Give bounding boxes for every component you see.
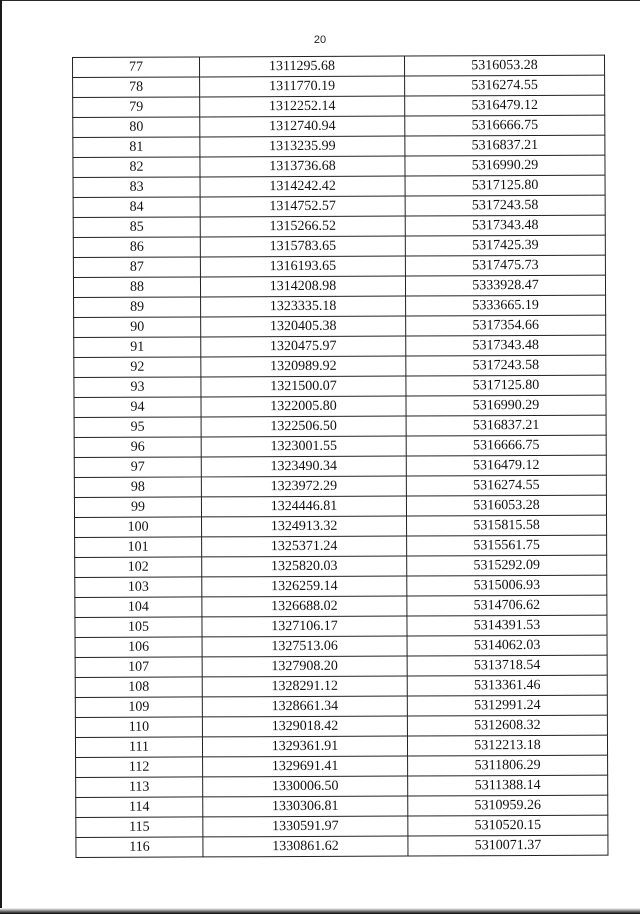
- y-coordinate-cell: 5312991.24: [407, 695, 607, 716]
- table-row: [76, 835, 608, 857]
- y-coordinate-cell: 5312608.32: [407, 715, 607, 736]
- point-number-cell: 92: [74, 357, 201, 378]
- x-coordinate-cell: 1327908.20: [202, 656, 407, 677]
- x-coordinate-cell: 1324446.81: [201, 496, 406, 517]
- x-coordinate-cell: 1329018.42: [202, 716, 407, 737]
- point-number-cell: 94: [74, 397, 201, 418]
- table-row: [73, 115, 605, 137]
- table-row: [74, 455, 606, 477]
- table-row: [73, 215, 605, 237]
- x-coordinate-cell: 1330006.50: [203, 776, 408, 797]
- y-coordinate-cell: 5310520.15: [408, 815, 608, 836]
- point-number-cell: 97: [74, 457, 201, 478]
- table-row: [74, 295, 606, 317]
- scan-edge-bottom: [0, 908, 640, 914]
- point-number-cell: 91: [74, 337, 201, 358]
- table-row: [76, 755, 608, 777]
- table-row: [73, 75, 605, 97]
- x-coordinate-cell: 1329691.41: [203, 756, 408, 777]
- x-coordinate-cell: 1328661.34: [202, 696, 407, 717]
- x-coordinate-cell: 1321500.07: [201, 376, 406, 397]
- table-row: [75, 735, 607, 757]
- y-coordinate-cell: 5317343.48: [405, 215, 605, 236]
- x-coordinate-cell: 1325371.24: [202, 536, 407, 557]
- y-coordinate-cell: 5316274.55: [406, 475, 606, 496]
- scan-edge-left: [0, 0, 2, 914]
- y-coordinate-cell: 5312213.18: [407, 735, 607, 756]
- table-row: [74, 495, 606, 517]
- table-row: [74, 335, 606, 357]
- table-row: [75, 595, 607, 617]
- point-number-cell: 110: [75, 717, 202, 738]
- x-coordinate-cell: 1313235.99: [200, 136, 405, 157]
- x-coordinate-cell: 1323972.29: [201, 476, 406, 497]
- table-row: [74, 375, 606, 397]
- table-row: [74, 355, 606, 377]
- y-coordinate-cell: 5317125.80: [405, 175, 605, 196]
- point-number-cell: 99: [74, 497, 201, 518]
- table-row: [75, 615, 607, 637]
- table-row: [73, 135, 605, 157]
- table-row: [75, 695, 607, 717]
- x-coordinate-cell: 1323490.34: [201, 456, 406, 477]
- point-number-cell: 82: [73, 157, 200, 178]
- point-number-cell: 106: [75, 637, 202, 658]
- x-coordinate-cell: 1314752.57: [200, 196, 405, 217]
- y-coordinate-cell: 5317243.58: [405, 195, 605, 216]
- x-coordinate-cell: 1324913.32: [202, 516, 407, 537]
- table-row: [73, 255, 605, 277]
- y-coordinate-cell: 5316990.29: [406, 395, 606, 416]
- y-coordinate-cell: 5314706.62: [407, 595, 607, 616]
- table-row: [73, 175, 605, 197]
- point-number-cell: 88: [73, 277, 200, 298]
- coordinates-table: [72, 55, 608, 858]
- point-number-cell: 105: [75, 617, 202, 638]
- table-row: [75, 715, 607, 737]
- y-coordinate-cell: 5315292.09: [407, 555, 607, 576]
- table-row: [76, 815, 608, 837]
- y-coordinate-cell: 5310071.37: [408, 835, 608, 856]
- y-coordinate-cell: 5317125.80: [406, 375, 606, 396]
- y-coordinate-cell: 5317425.39: [405, 235, 605, 256]
- table-row: [75, 635, 607, 657]
- point-number-cell: 114: [76, 797, 203, 818]
- table-row: [76, 795, 608, 817]
- point-number-cell: 85: [73, 217, 200, 238]
- point-number-cell: 109: [75, 697, 202, 718]
- x-coordinate-cell: 1313736.68: [200, 156, 405, 177]
- point-number-cell: 107: [75, 657, 202, 678]
- table-row: [75, 535, 607, 557]
- y-coordinate-cell: 5317475.73: [405, 255, 605, 276]
- point-number-cell: 83: [73, 177, 200, 198]
- x-coordinate-cell: 1330591.97: [203, 816, 408, 837]
- x-coordinate-cell: 1329361.91: [202, 736, 407, 757]
- x-coordinate-cell: 1327513.06: [202, 636, 407, 657]
- point-number-cell: 86: [73, 237, 200, 258]
- table-row: [75, 575, 607, 597]
- table-row: [74, 435, 606, 457]
- point-number-cell: 101: [75, 537, 202, 558]
- y-coordinate-cell: 5315561.75: [407, 535, 607, 556]
- y-coordinate-cell: 5333928.47: [405, 275, 605, 296]
- table-row: [73, 55, 605, 77]
- y-coordinate-cell: 5316990.29: [405, 155, 605, 176]
- y-coordinate-cell: 5315006.93: [407, 575, 607, 596]
- point-number-cell: 90: [74, 317, 201, 338]
- y-coordinate-cell: 5310959.26: [408, 795, 608, 816]
- y-coordinate-cell: 5311806.29: [408, 755, 608, 776]
- point-number-cell: 115: [76, 817, 203, 838]
- y-coordinate-cell: 5317343.48: [406, 335, 606, 356]
- point-number-cell: 104: [75, 597, 202, 618]
- y-coordinate-cell: 5313361.46: [407, 675, 607, 696]
- x-coordinate-cell: 1312740.94: [200, 116, 405, 137]
- point-number-cell: 103: [75, 577, 202, 598]
- x-coordinate-cell: 1312252.14: [200, 96, 405, 117]
- table-row: [75, 555, 607, 577]
- x-coordinate-cell: 1316193.65: [200, 256, 405, 277]
- x-coordinate-cell: 1328291.12: [202, 676, 407, 697]
- y-coordinate-cell: 5316053.28: [404, 55, 604, 76]
- x-coordinate-cell: 1330861.62: [203, 836, 408, 857]
- y-coordinate-cell: 5316274.55: [405, 75, 605, 96]
- table-row: [74, 475, 606, 497]
- table-row: [73, 275, 605, 297]
- point-number-cell: 102: [75, 557, 202, 578]
- y-coordinate-cell: 5316053.28: [406, 495, 606, 516]
- x-coordinate-cell: 1320475.97: [201, 336, 406, 357]
- table-row: [74, 415, 606, 437]
- y-coordinate-cell: 5317354.66: [406, 315, 606, 336]
- x-coordinate-cell: 1320989.92: [201, 356, 406, 377]
- x-coordinate-cell: 1330306.81: [203, 796, 408, 817]
- x-coordinate-cell: 1326688.02: [202, 596, 407, 617]
- table-row: [75, 675, 607, 697]
- point-number-cell: 98: [74, 477, 201, 498]
- table-row: [73, 195, 605, 217]
- point-number-cell: 80: [73, 117, 200, 138]
- point-number-cell: 113: [76, 777, 203, 798]
- scan-edge-top: [0, 0, 640, 1]
- table-row: [73, 95, 605, 117]
- point-number-cell: 111: [75, 737, 202, 758]
- coordinates-table-body: [73, 55, 608, 857]
- table-row: [73, 235, 605, 257]
- x-coordinate-cell: 1311770.19: [200, 76, 405, 97]
- y-coordinate-cell: 5315815.58: [407, 515, 607, 536]
- point-number-cell: 77: [73, 57, 200, 78]
- y-coordinate-cell: 5316479.12: [405, 95, 605, 116]
- point-number-cell: 89: [74, 297, 201, 318]
- x-coordinate-cell: 1327106.17: [202, 616, 407, 637]
- y-coordinate-cell: 5314391.53: [407, 615, 607, 636]
- y-coordinate-cell: 5316837.21: [405, 135, 605, 156]
- page-number: 20: [313, 34, 327, 46]
- table-row: [75, 515, 607, 537]
- point-number-cell: 81: [73, 137, 200, 158]
- point-number-cell: 96: [74, 437, 201, 458]
- point-number-cell: 93: [74, 377, 201, 398]
- x-coordinate-cell: 1320405.38: [201, 316, 406, 337]
- point-number-cell: 112: [76, 757, 203, 778]
- x-coordinate-cell: 1323335.18: [201, 296, 406, 317]
- table-row: [76, 775, 608, 797]
- y-coordinate-cell: 5316666.75: [406, 435, 606, 456]
- y-coordinate-cell: 5316837.21: [406, 415, 606, 436]
- x-coordinate-cell: 1326259.14: [202, 576, 407, 597]
- table-row: [73, 155, 605, 177]
- x-coordinate-cell: 1325820.03: [202, 556, 407, 577]
- x-coordinate-cell: 1315783.65: [200, 236, 405, 257]
- table-row: [74, 395, 606, 417]
- point-number-cell: 79: [73, 97, 200, 118]
- x-coordinate-cell: 1322005.80: [201, 396, 406, 417]
- x-coordinate-cell: 1315266.52: [200, 216, 405, 237]
- y-coordinate-cell: 5333665.19: [406, 295, 606, 316]
- table-row: [74, 315, 606, 337]
- point-number-cell: 78: [73, 77, 200, 98]
- point-number-cell: 100: [75, 517, 202, 538]
- y-coordinate-cell: 5316479.12: [406, 455, 606, 476]
- y-coordinate-cell: 5317243.58: [406, 355, 606, 376]
- point-number-cell: 116: [76, 837, 203, 858]
- x-coordinate-cell: 1311295.68: [200, 56, 405, 77]
- x-coordinate-cell: 1323001.55: [201, 436, 406, 457]
- point-number-cell: 84: [73, 197, 200, 218]
- point-number-cell: 95: [74, 417, 201, 438]
- point-number-cell: 87: [73, 257, 200, 278]
- point-number-cell: 108: [75, 677, 202, 698]
- x-coordinate-cell: 1314208.98: [200, 276, 405, 297]
- x-coordinate-cell: 1314242.42: [200, 176, 405, 197]
- x-coordinate-cell: 1322506.50: [201, 416, 406, 437]
- y-coordinate-cell: 5311388.14: [408, 775, 608, 796]
- y-coordinate-cell: 5316666.75: [405, 115, 605, 136]
- y-coordinate-cell: 5314062.03: [407, 635, 607, 656]
- y-coordinate-cell: 5313718.54: [407, 655, 607, 676]
- table-row: [75, 655, 607, 677]
